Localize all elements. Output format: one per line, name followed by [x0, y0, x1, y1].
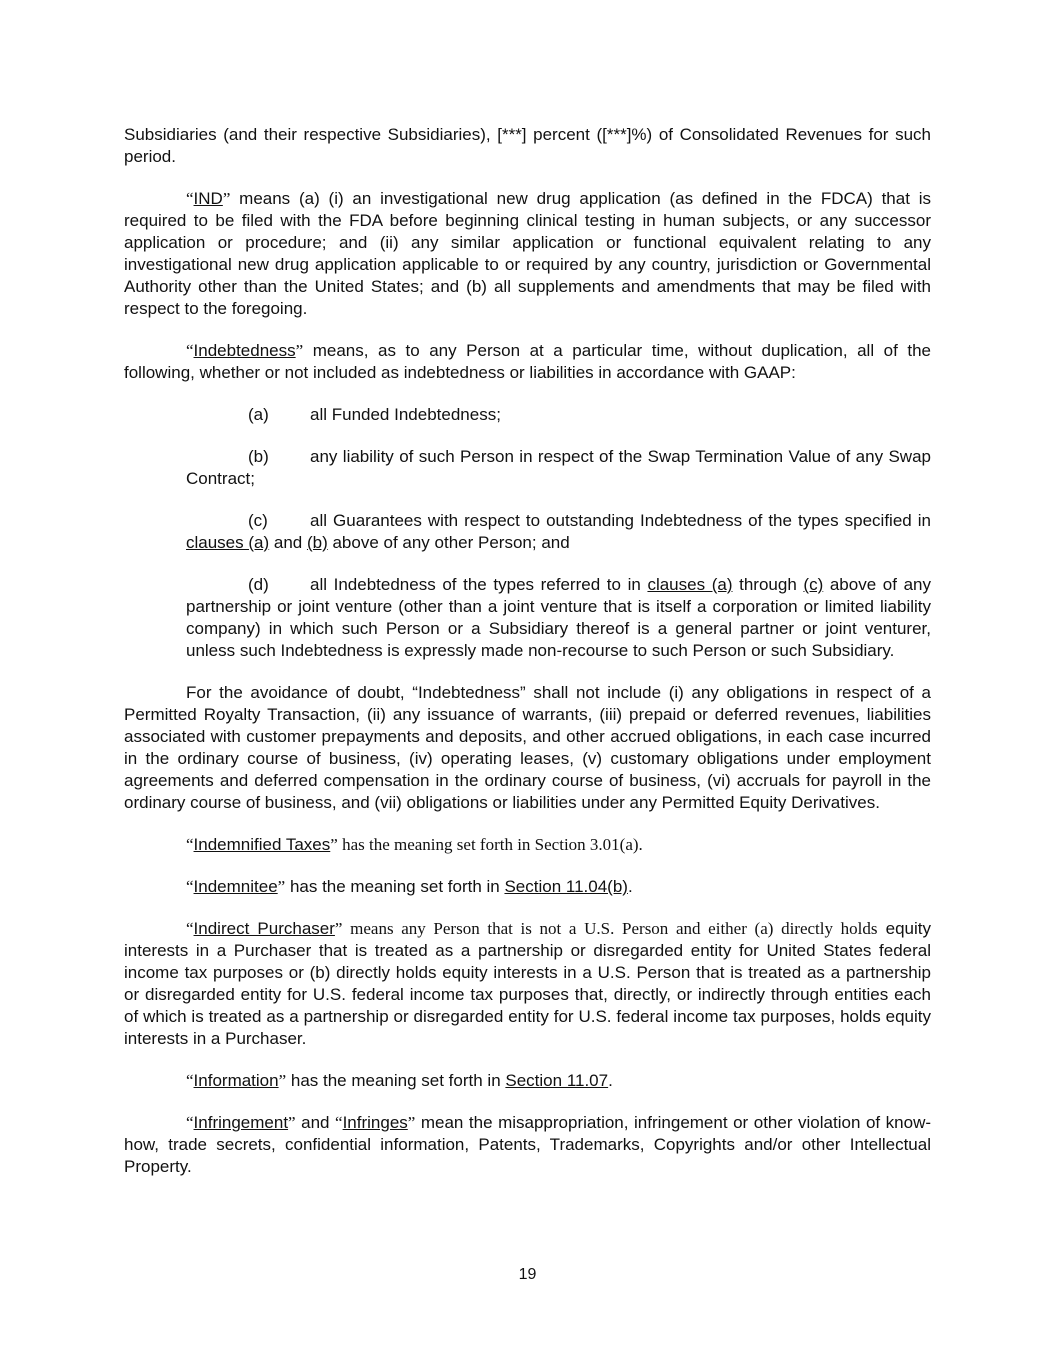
- clause-text: any liability of such Person in respect of the Swap Termination Value of any Swap Contract;: [186, 447, 931, 488]
- clause-reference: clauses (a): [647, 575, 733, 594]
- definition-text: means (a) (i) an investigational new drug application (as defined in the FDCA) that is required to be filed with the FDA before beginning clinical testing in human subjects, or any successor application or procedure; and (ii) any similar application or functional equivalent relating to any investigational new drug application applicable to or required by any country, jurisdiction or Governmental Authority other than the United States; and (b) all supplements and amendments that may be filed with respect to the foregoing.: [124, 189, 931, 318]
- definition-indemnified-taxes: “Indemnified Taxes” has the meaning set forth in Section 3.01(a).: [186, 835, 643, 854]
- clause-label: (b): [248, 447, 269, 466]
- defined-term-indemnified-taxes: Indemnified Taxes: [193, 835, 331, 854]
- definition-end: .: [608, 1071, 613, 1090]
- clause-label: (c): [248, 511, 268, 530]
- clause-b: [186, 446, 931, 490]
- defined-term-information: Information: [193, 1071, 279, 1090]
- clause-text: all Funded Indebtedness;: [310, 405, 501, 424]
- clause-label: (a): [248, 405, 269, 424]
- clause-reference: (c): [803, 575, 824, 594]
- document-page: [124, 124, 931, 1198]
- continued-paragraph: Subsidiaries (and their respective Subsidiaries), [***] percent ([***]%) of Consolidated Revenues for such period.: [124, 125, 931, 166]
- defined-term-infringement: Infringement: [193, 1113, 289, 1132]
- definition-text: has the meaning set forth in Section 3.01(a).: [337, 835, 643, 854]
- avoidance-of-doubt-paragraph: For the avoidance of doubt, “Indebtedness” shall not include (i) any obligations in respect of a Permitted Royalty Transaction, (ii) any issuance of warrants, (iii) prepaid or deferred revenues, liabilities associated with customer prepayments and deposits, and other accrued obligations, in each case incurred in the ordinary course of business, (iv) operating leases, (v) customary obligations under employment agreements and deferred compensation in the ordinary course of business, (vi) accruals for payroll in the ordinary course of business, and (vii) obligations or liabilities under any Permitted Equity Derivatives.: [124, 683, 931, 812]
- definition-infringement: “Infringement” and “Infringes” mean the misappropriation, infringement or other violation of know-how, trade secrets, confidential information, Patents, Trademarks, Copyrights and/or other Intellectual Property.: [124, 1113, 932, 1176]
- clause-text: all Indebtedness of the types referred to in: [310, 575, 648, 594]
- clause-text: above of any partnership or joint venture (other than a joint venture that is itself a corporation or limited liability company) in which such Person or a Subsidiary thereof is a general partner or joint venturer, unless such Indebtedness is expressly made non-recourse to such Person or such Subsidiary.: [186, 575, 932, 660]
- defined-term-infringes: Infringes: [342, 1113, 408, 1132]
- definition-indebtedness: “Indebtedness” means, as to any Person at a particular time, without duplication, all of the following, whether or not included as indebtedness or liabilities in accordance with GAAP:: [124, 341, 931, 382]
- definition-text: has the meaning set forth in: [285, 877, 505, 896]
- defined-term-indebtedness: Indebtedness: [193, 341, 296, 360]
- defined-term-indirect-purchaser: Indirect Purchaser: [193, 919, 335, 938]
- definition-text: equity interests in a Purchaser that is treated as a partnership or disregarded entity for United States federal income tax purposes or (b) directly holds equity interests in a U.S. Person that is treated as a partnership or disregarded entity for U.S. federal income tax purposes that, directly, or indirectly through entities each of which is treated as a partnership or disregarded entity for U.S. federal income tax purposes, holds equity interests in a Purchaser.: [124, 919, 932, 1048]
- section-reference: Section 11.07: [505, 1071, 609, 1090]
- section-reference: Section 11.04(b): [504, 877, 628, 896]
- definition-ind: “IND” means (a) (i) an investigational new drug application (as defined in the FDCA) that is required to be filed with the FDA before beginning clinical testing in human subjects, or any successor application or procedure; and (ii) any similar application or functional equivalent relating to any investigational new drug application applicable to or required by any country, jurisdiction or Governmental Authority other than the United States; and (b) all supplements and amendments that may be filed with respect to the foregoing.: [124, 189, 931, 318]
- definition-text: means, as to any Person at a particular time, without duplication, all of the following, whether or not included as indebtedness or liabilities in accordance with GAAP:: [124, 341, 931, 382]
- clause-reference: clauses (a): [186, 533, 270, 552]
- definition-information: “Information” has the meaning set forth in Section 11.07.: [186, 1071, 613, 1090]
- clause-a: [186, 404, 931, 426]
- clause-label: (d): [248, 575, 269, 594]
- definition-text: and: [295, 1113, 336, 1132]
- defined-term-indemnitee: Indemnitee: [193, 877, 278, 896]
- definition-end: .: [627, 877, 633, 896]
- clause-text: above of any other Person; and: [327, 533, 570, 552]
- clause-reference: (b): [306, 533, 328, 552]
- clause-text: all Guarantees with respect to outstanding Indebtedness of the types specified in: [310, 511, 931, 530]
- clause-c: [186, 510, 931, 554]
- page-number: 19: [518, 1266, 537, 1283]
- clause-text: through: [732, 575, 804, 594]
- definition-text: has the meaning set forth in: [286, 1071, 506, 1090]
- definition-indirect-purchaser: “Indirect Purchaser” means any Person that is not a U.S. Person and either (a) directly holds equity interests in a Purchaser that is treated as a partnership or disregarded entity for United States federal income tax purposes or (b) directly holds equity interests in a U.S. Person that is treated as a partnership or disregarded entity for U.S. federal income tax purposes that, directly, or indirectly through entities each of which is treated as a partnership or disregarded entity for U.S. federal income tax purposes, holds equity interests in a Purchaser.: [124, 919, 932, 1048]
- definition-text: mean the misappropriation, infringement or other violation of know-how, trade secrets, confidential information, Patents, Trademarks, Copyrights and/or other Intellectual Property.: [124, 1113, 932, 1176]
- definition-text: means any Person that is not a U.S. Person and either (a) directly holds: [342, 919, 878, 938]
- defined-term-ind: IND: [193, 189, 223, 208]
- clause-d: [186, 574, 931, 662]
- definition-indemnitee: “Indemnitee” has the meaning set forth in Section 11.04(b).: [186, 877, 633, 896]
- clause-text: and: [269, 533, 307, 552]
